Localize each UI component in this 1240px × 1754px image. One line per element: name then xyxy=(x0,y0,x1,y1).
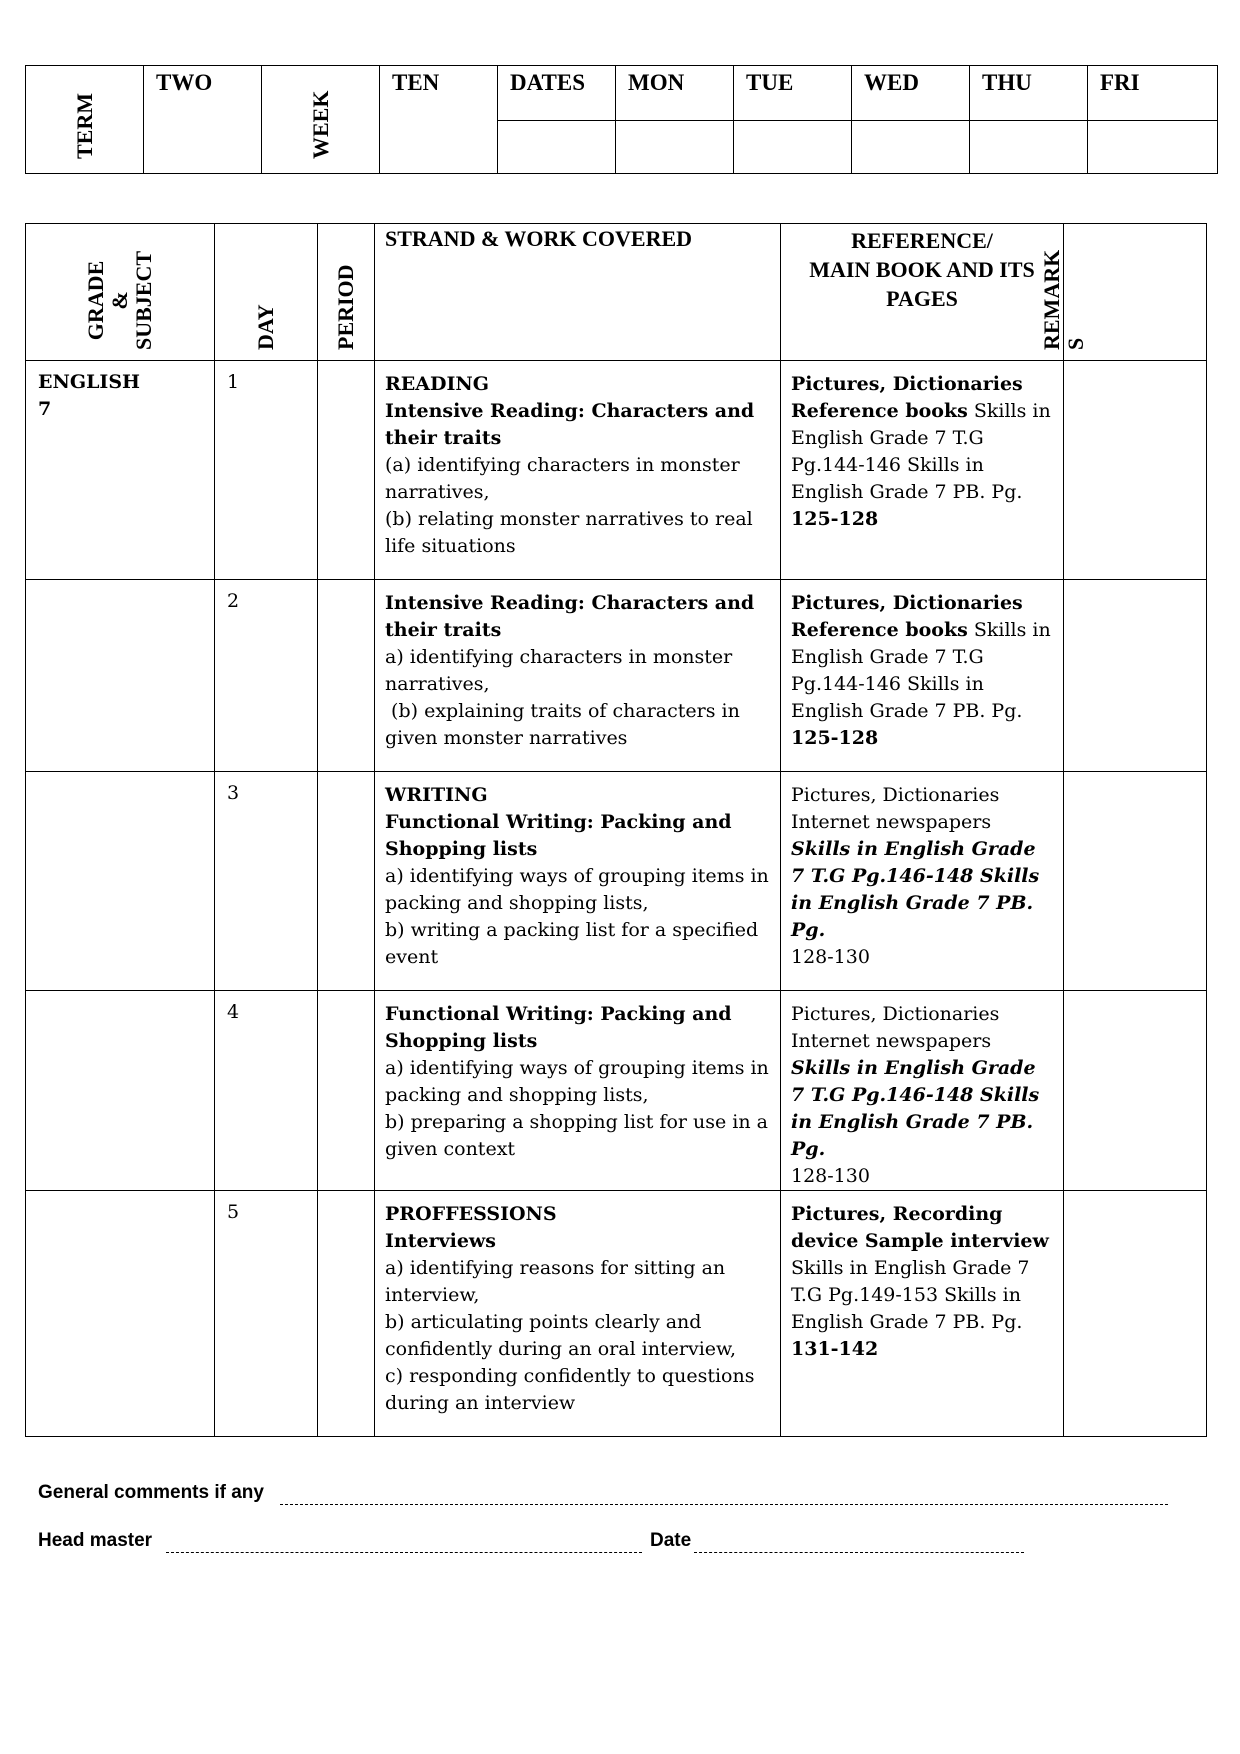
subject-cell: ENGLISH 7 xyxy=(26,361,215,580)
general-comments-line[interactable] xyxy=(280,1504,1168,1505)
day-fri-label: FRI xyxy=(1088,66,1218,121)
reference-books: Skills in English Grade 7 T.G Pg.146-148 Skills in English Grade 7 PB. Pg. xyxy=(791,1057,1040,1160)
reference-books: Skills in English Grade 7 T.G Pg.149-153 Skills in English Grade 7 PB. Pg. xyxy=(791,1257,1030,1333)
week-label: WEEK xyxy=(307,90,333,159)
scheme-of-work-table xyxy=(25,223,1207,1437)
day-mon-label: MON xyxy=(616,66,734,121)
reference-pages: 125-128 xyxy=(791,727,879,749)
reference-materials: Pictures, Dictionaries Internet newspapers xyxy=(791,1003,1000,1052)
remarks-label: REMARK S xyxy=(1039,249,1088,350)
day-number: 4 xyxy=(215,991,318,1191)
reference-materials: Pictures, Dictionaries Reference books xyxy=(791,373,1023,422)
term-value: TWO xyxy=(144,66,262,174)
subject-cell xyxy=(26,772,215,991)
table-row xyxy=(26,991,1207,1191)
day-number: 3 xyxy=(215,772,318,991)
strand-title: PROFFESSIONS xyxy=(385,1203,557,1225)
strand-cell xyxy=(375,580,781,772)
strand-subtitle: Interviews xyxy=(385,1230,496,1252)
subject-cell xyxy=(26,1191,215,1437)
reference-header: REFERENCE/ MAIN BOOK AND ITS PAGES xyxy=(781,224,1064,361)
learning-point: (b) explaining traits of characters in given monster narratives xyxy=(385,700,746,749)
learning-point: b) preparing a shopping list for use in a given context xyxy=(385,1111,768,1160)
reference-materials: Pictures, Dictionaries Internet newspapers xyxy=(791,784,1000,833)
wed-date-cell xyxy=(852,121,970,174)
learning-point: a) identifying characters in monster narratives, xyxy=(385,646,733,695)
reference-cell xyxy=(781,772,1064,991)
grade-subject-header xyxy=(26,224,215,361)
day-label: DAY xyxy=(253,304,278,350)
reference-materials: Pictures, Recording device Sample interview xyxy=(791,1203,1049,1252)
reference-books: Skills in English Grade 7 T.G Pg.146-148 Skills in English Grade 7 PB. Pg. xyxy=(791,838,1040,941)
fri-date-cell xyxy=(1088,121,1218,174)
day-number: 5 xyxy=(215,1191,318,1437)
subject-cell xyxy=(26,991,215,1191)
table-row xyxy=(26,580,1207,772)
remarks-header xyxy=(1039,224,1207,361)
day-number: 2 xyxy=(215,580,318,772)
subject-cell xyxy=(26,580,215,772)
strand-subtitle: Functional Writing: Packing and Shopping lists xyxy=(385,1003,732,1052)
learning-point: (b) relating monster narratives to real life situations xyxy=(385,508,753,557)
day-header xyxy=(215,224,318,361)
reference-pages: 125-128 xyxy=(791,508,879,530)
reference-pages: 131-142 xyxy=(791,1338,879,1360)
reference-pages: 128-130 xyxy=(791,1165,870,1187)
strand-subtitle: Intensive Reading: Characters and their traits xyxy=(385,592,755,641)
day-wed-label: WED xyxy=(852,66,970,121)
period-label: PERIOD xyxy=(333,264,358,350)
strand-cell xyxy=(375,361,781,580)
general-comments-label: General comments if any xyxy=(38,1482,264,1503)
reference-cell xyxy=(781,1191,1064,1437)
strand-cell xyxy=(375,772,781,991)
period-cell xyxy=(318,580,375,772)
date-label: Date xyxy=(650,1530,692,1551)
reference-cell xyxy=(781,991,1064,1191)
table-row xyxy=(26,772,1207,991)
day-tue-label: TUE xyxy=(734,66,852,121)
thu-date-cell xyxy=(970,121,1088,174)
headmaster-label: Head master xyxy=(38,1530,153,1551)
week-value: TEN xyxy=(380,66,498,174)
strand-title: WRITING xyxy=(385,784,488,806)
day-thu-label: THU xyxy=(970,66,1088,121)
reference-books: Skills in English Grade 7 T.G Pg.144-146 Skills in English Grade 7 PB. Pg. xyxy=(791,400,1051,503)
table-row xyxy=(26,1191,1207,1437)
grade-subject-label: GRADE & SUBJECT xyxy=(83,250,156,350)
learning-point: a) identifying reasons for sitting an interview, xyxy=(385,1257,726,1306)
learning-point: c) responding confidently to questions during an interview xyxy=(385,1365,755,1414)
strand-cell xyxy=(375,991,781,1191)
headmaster-signature-line[interactable] xyxy=(166,1552,642,1553)
learning-point: a) identifying ways of grouping items in packing and shopping lists, xyxy=(385,1057,769,1106)
term-label: TERM xyxy=(71,93,97,159)
table-row xyxy=(26,361,1207,580)
mon-date-cell xyxy=(616,121,734,174)
reference-materials: Pictures, Dictionaries Reference books xyxy=(791,592,1023,641)
strand-subtitle: Functional Writing: Packing and Shopping lists xyxy=(385,811,732,860)
strand-cell xyxy=(375,1191,781,1437)
period-cell xyxy=(318,772,375,991)
remarks-cell xyxy=(1064,1191,1207,1437)
period-cell xyxy=(318,1191,375,1437)
learning-point: (a) identifying characters in monster narratives, xyxy=(385,454,740,503)
date-line[interactable] xyxy=(694,1552,1024,1553)
period-cell xyxy=(318,361,375,580)
tue-date-cell xyxy=(734,121,852,174)
dates-blank-cell xyxy=(498,121,616,174)
period-cell xyxy=(318,991,375,1191)
week-header-table xyxy=(25,65,1218,174)
dates-label: DATES xyxy=(498,66,616,121)
remarks-cell xyxy=(1064,361,1207,580)
remarks-cell xyxy=(1064,580,1207,772)
strand-title: READING xyxy=(385,373,489,395)
strand-subtitle: Intensive Reading: Characters and their traits xyxy=(385,400,755,449)
remarks-cell xyxy=(1064,772,1207,991)
period-header xyxy=(318,224,375,361)
remarks-cell xyxy=(1064,991,1207,1191)
reference-cell xyxy=(781,580,1064,772)
learning-point: a) identifying ways of grouping items in packing and shopping lists, xyxy=(385,865,769,914)
reference-books: Skills in English Grade 7 T.G Pg.144-146 Skills in English Grade 7 PB. Pg. xyxy=(791,619,1051,722)
reference-pages: 128-130 xyxy=(791,946,870,968)
reference-cell xyxy=(781,361,1064,580)
term-label-cell xyxy=(26,66,144,174)
week-label-cell xyxy=(262,66,380,174)
day-number: 1 xyxy=(215,361,318,580)
strand-header: STRAND & WORK COVERED xyxy=(375,224,781,361)
learning-point: b) articulating points clearly and confidently during an oral interview, xyxy=(385,1311,737,1360)
learning-point: b) writing a packing list for a specified event xyxy=(385,919,759,968)
